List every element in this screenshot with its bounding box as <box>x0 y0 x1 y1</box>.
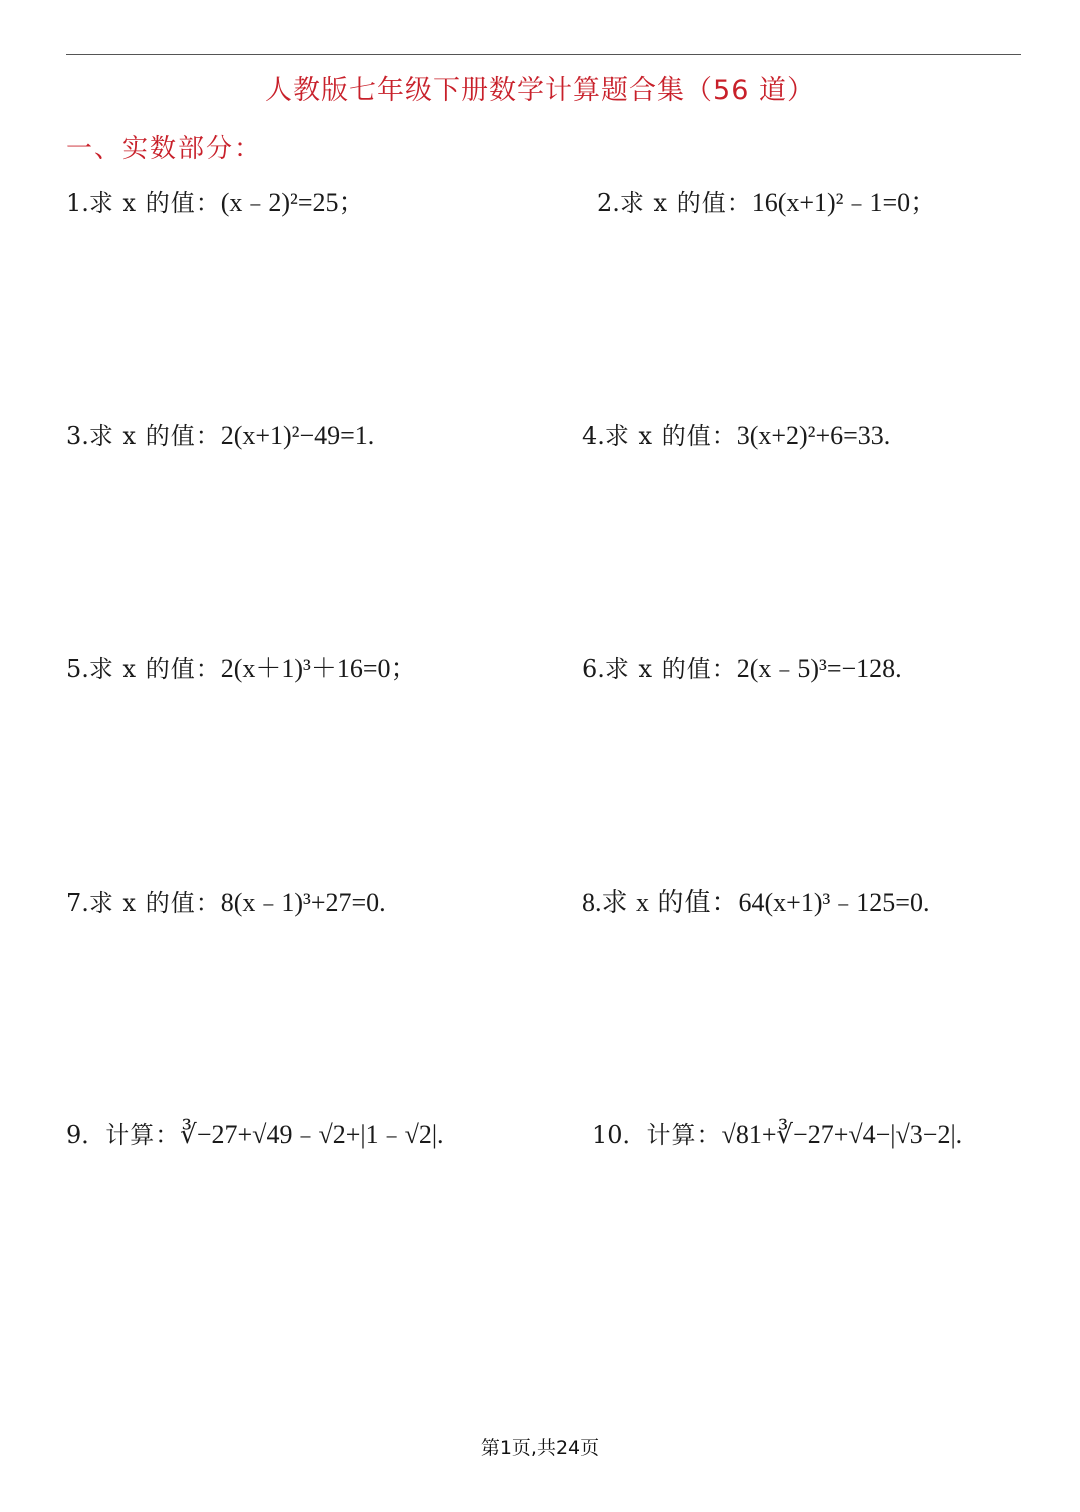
problem-number: 10． <box>592 1121 647 1149</box>
problem-expression: ∛−27+√49﹣√2+|1﹣√2|. <box>180 1120 444 1149</box>
problem-number: 4. <box>582 422 605 450</box>
problem-prompt: 求 x 的值： <box>88 189 221 217</box>
problem-number: 1. <box>66 189 89 217</box>
problem-5 <box>66 656 416 682</box>
problem-number: 3. <box>66 422 89 450</box>
problem-prompt: 求 x 的值： <box>604 422 737 450</box>
problem-number: 5. <box>66 655 89 683</box>
problem-prompt: 求 x 的值： <box>88 655 221 683</box>
problem-9 <box>66 1122 444 1148</box>
page-footer: 第1页,共24页 <box>480 1437 600 1459</box>
problem-expression: 64(x+1)³﹣125=0. <box>738 888 930 917</box>
problem-number: 6. <box>582 655 605 683</box>
problem-7 <box>66 890 386 916</box>
problem-expression: 8(x﹣1)³+27=0. <box>220 888 386 917</box>
problem-1 <box>66 190 364 216</box>
problem-8 <box>582 890 929 916</box>
problem-2 <box>597 190 936 216</box>
header-rule <box>66 54 1021 55</box>
problem-prompt: 求 x 的值： <box>601 888 739 917</box>
problem-number: 8. <box>582 888 602 917</box>
problem-10 <box>592 1122 962 1148</box>
problem-number: 7. <box>66 889 89 917</box>
section-heading: 一、实数部分： <box>66 134 263 164</box>
problem-prompt: 求 x 的值： <box>88 889 221 917</box>
problem-expression: 16(x+1)²﹣1=0； <box>751 188 937 217</box>
problem-expression: √81+∛−27+√4−|√3−2|. <box>721 1120 963 1149</box>
document-title: 人教版七年级下册数学计算题合集（56 道） <box>265 75 815 106</box>
problem-6 <box>582 656 902 682</box>
problem-expression: 2(x＋1)³＋16=0； <box>220 654 417 683</box>
problem-4 <box>582 423 890 449</box>
problem-prompt: 计算： <box>105 1121 181 1149</box>
problem-3 <box>66 423 374 449</box>
problem-number: 9． <box>66 1121 106 1149</box>
problem-prompt: 求 x 的值： <box>88 422 221 450</box>
problem-expression: 2(x+1)²−49=1. <box>220 421 375 450</box>
problem-expression: 3(x+2)²+6=33. <box>736 421 891 450</box>
problem-number: 2. <box>597 189 620 217</box>
problem-prompt: 求 x 的值： <box>619 189 752 217</box>
problem-prompt: 计算： <box>646 1121 722 1149</box>
problem-expression: 2(x﹣5)³=−128. <box>736 654 902 683</box>
problem-prompt: 求 x 的值： <box>604 655 737 683</box>
problem-expression: (x﹣2)²=25； <box>220 188 365 217</box>
